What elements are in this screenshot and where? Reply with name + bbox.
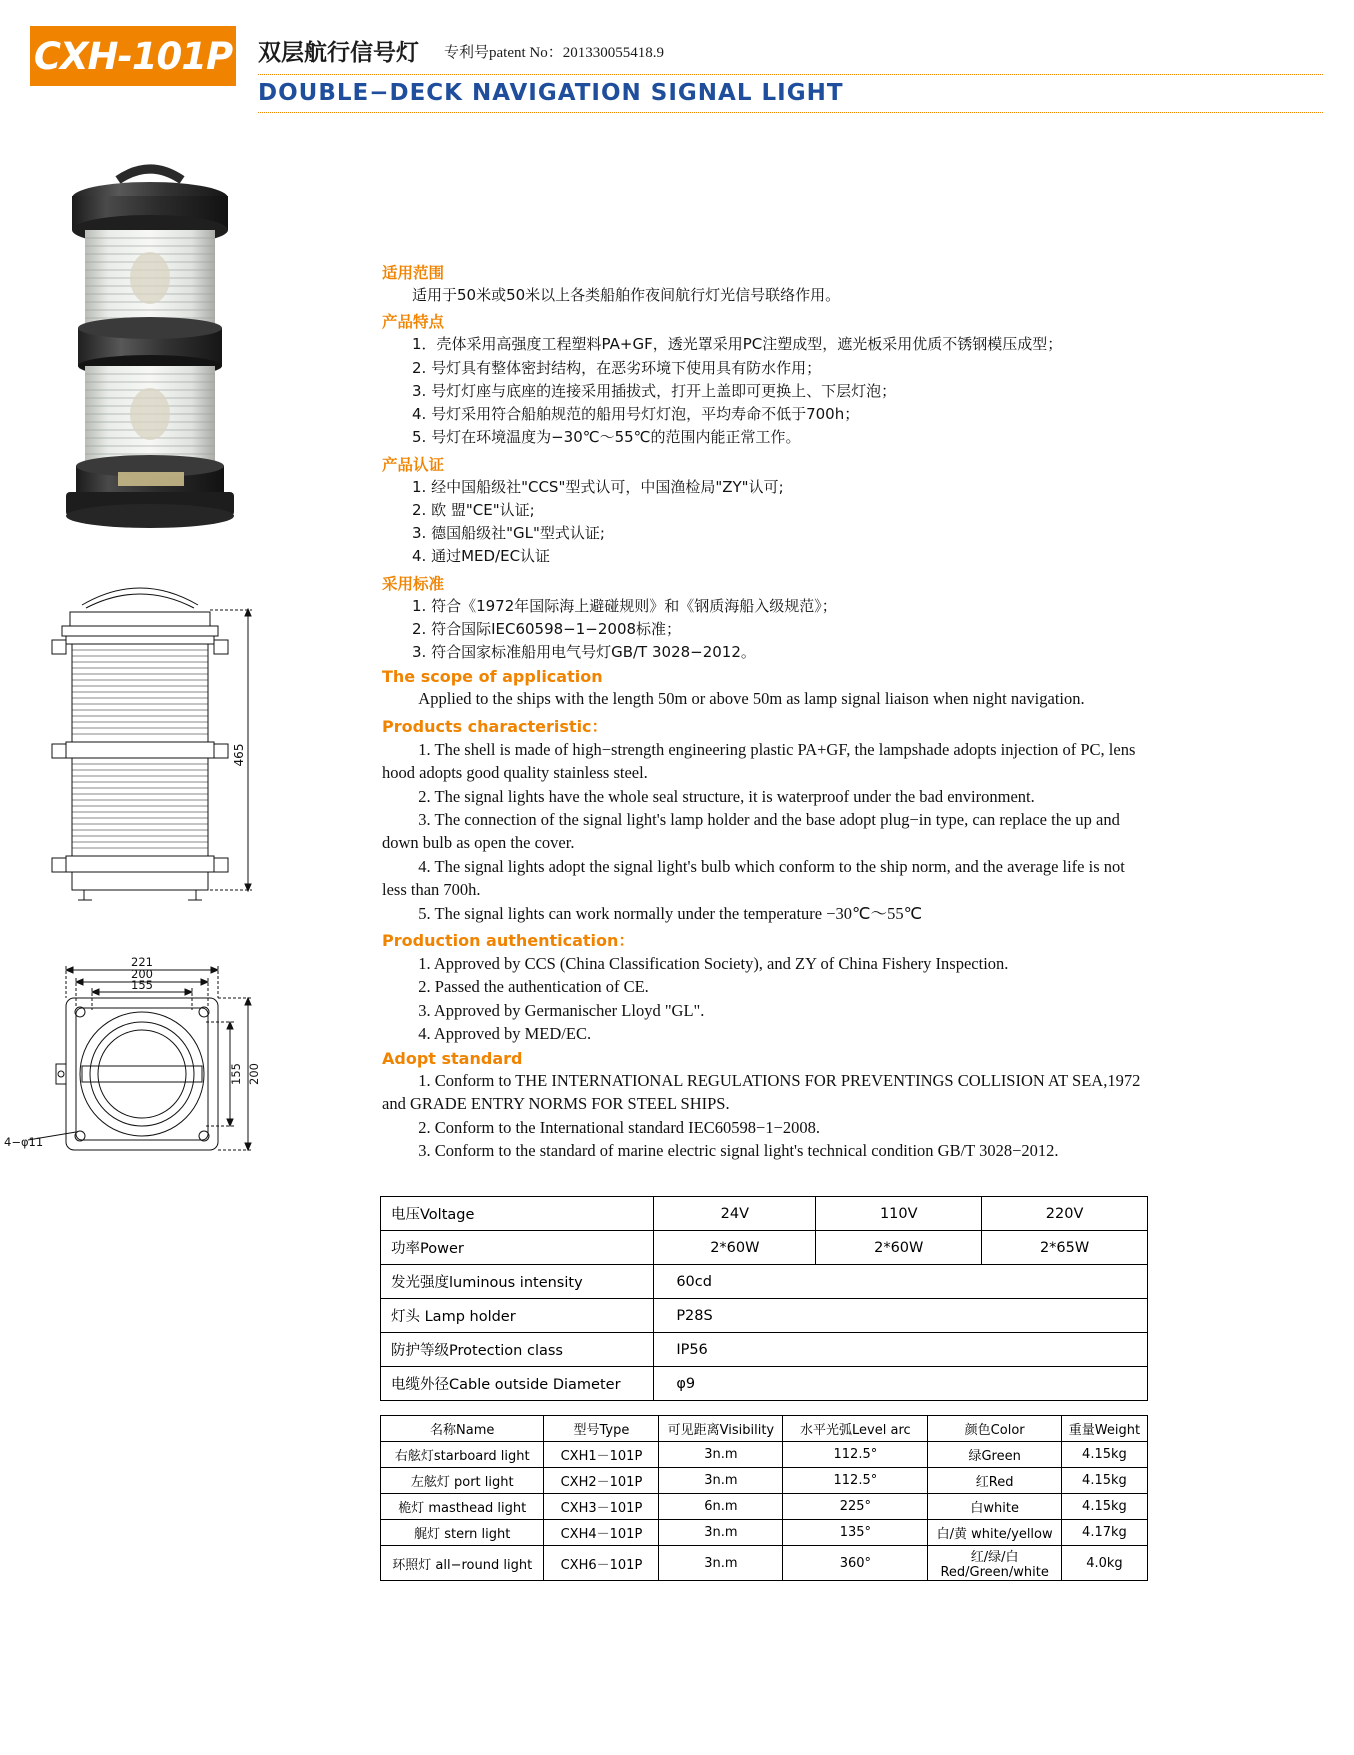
variant-level-arc: 135° <box>783 1520 928 1546</box>
variant-visibility: 3n.m <box>659 1546 783 1581</box>
table-row <box>381 1367 1148 1401</box>
section-title-scope-en: The scope of application <box>382 667 603 687</box>
model-badge <box>30 26 236 86</box>
variant-name: 环照灯 all−round light <box>381 1546 544 1581</box>
variant-color: 白/黄 white/yellow <box>928 1520 1061 1546</box>
variant-visibility: 3n.m <box>659 1520 783 1546</box>
section-title-features-en: Products characteristic： <box>382 716 608 736</box>
variant-level-arc: 225° <box>783 1494 928 1520</box>
standard-cn-3: 3. 符合国家标准船用电气号灯GB/T 3028−2012。 <box>412 643 756 661</box>
cert-cn-3: 3. 德国船级社"GL"型式认证; <box>412 524 605 542</box>
scope-en-body: Applied to the ships with the length 50m or above 50m as lamp signal liaison when night navigation. <box>418 689 1085 709</box>
variant-weight: 4.15kg <box>1061 1442 1147 1468</box>
variant-level-arc: 112.5° <box>783 1442 928 1468</box>
col-header-visibility: 可见距离Visibility <box>659 1416 783 1442</box>
standard-cn-1: 1. 符合《1972年国际海上避碰规则》和《钢质海船入级规范》； <box>412 596 837 615</box>
col-header-color: 颜色Color <box>928 1416 1061 1442</box>
variant-color: 红/绿/白 Red/Green/white <box>928 1546 1061 1581</box>
table-row <box>381 1299 1148 1333</box>
product-title-en: DOUBLE−DECK NAVIGATION SIGNAL LIGHT <box>258 80 844 106</box>
variant-color: 红Red <box>928 1468 1061 1494</box>
dim-155b-label: 155 <box>229 1063 243 1085</box>
feature-en-2: 2. The signal lights have the whole seal structure, it is waterproof under the bad environment. <box>418 786 1035 806</box>
variant-weight: 4.15kg <box>1061 1468 1147 1494</box>
variant-type: CXH3－101P <box>544 1494 659 1520</box>
table-row <box>381 1520 1148 1546</box>
spec-label-voltage: 电压Voltage <box>381 1197 654 1231</box>
table-row <box>381 1442 1148 1468</box>
spec-power-220v: 2*65W <box>982 1231 1148 1265</box>
variant-visibility: 6n.m <box>659 1494 783 1520</box>
variant-visibility: 3n.m <box>659 1442 783 1468</box>
variant-visibility: 3n.m <box>659 1468 783 1494</box>
spec-label-power: 功率Power <box>381 1231 654 1265</box>
col-header-weight: 重量Weight <box>1061 1416 1147 1442</box>
product-title-cn: 双层航行信号灯 <box>258 40 419 66</box>
spec-label-protection: 防护等级Protection class <box>381 1333 654 1367</box>
section-title-standard-en: Adopt standard <box>382 1048 523 1068</box>
table-header-row <box>381 1416 1148 1442</box>
spec-value-lamp-holder: P28S <box>654 1299 1148 1333</box>
table-row <box>381 1231 1148 1265</box>
cert-en-1: 1. Approved by CCS (China Classification Society), and ZY of China Fishery Inspection. <box>418 954 1009 974</box>
cert-en-3: 3. Approved by Germanischer Lloyd "GL". <box>418 1000 705 1020</box>
feature-en-5: 5. The signal lights can work normally under the temperature −30℃～55℃ <box>418 903 923 923</box>
patent-number: 专利号patent No：201330055418.9 <box>444 45 664 61</box>
header-divider-top <box>258 74 1323 75</box>
section-title-cert-cn: 产品认证 <box>382 455 445 474</box>
section-title-features-cn: 产品特点 <box>382 313 445 332</box>
col-header-level-arc: 水平光弧Level arc <box>783 1416 928 1442</box>
variant-type: CXH1－101P <box>544 1442 659 1468</box>
variant-weight: 4.15kg <box>1061 1494 1147 1520</box>
col-header-name: 名称Name <box>381 1416 544 1442</box>
cert-cn-2: 2. 欧 盟"CE"认证; <box>412 500 535 519</box>
table-row <box>381 1546 1148 1581</box>
spec-power-24v: 2*60W <box>654 1231 816 1265</box>
variant-name: 左舷灯 port light <box>381 1468 544 1494</box>
electrical-spec-table <box>380 1196 1148 1401</box>
spec-label-cable-diameter: 电缆外径Cable outside Diameter <box>381 1367 654 1401</box>
specification-text-column <box>382 258 1142 1162</box>
feature-en-3: 3. The connection of the signal light's lamp holder and the base adopt plug−in type, can replace the up and down bulb as open the cover. <box>382 809 1120 853</box>
spec-voltage-110v: 110V <box>816 1197 982 1231</box>
spec-label-intensity: 发光强度luminous intensity <box>381 1265 654 1299</box>
product-photo <box>0 120 380 550</box>
spec-label-lamp-holder: 灯头 Lamp holder <box>381 1299 654 1333</box>
cert-en-4: 4. Approved by MED/EC. <box>418 1024 592 1044</box>
standard-en-2: 2. Conform to the International standard IEC60598−1−2008. <box>418 1117 821 1137</box>
table-row <box>381 1197 1148 1231</box>
feature-cn-1: 1．壳体采用高强度工程塑料PA+GF，透光罩采用PC注塑成型，遮光板采用优质不锈钢模压成型； <box>412 335 1063 354</box>
cert-en-2: 2. Passed the authentication of CE. <box>418 977 649 997</box>
feature-cn-3: 3. 号灯灯座与底座的连接采用插拔式，打开上盖即可更换上、下层灯泡； <box>412 381 897 400</box>
side-elevation-drawing <box>0 550 380 940</box>
tables-section <box>380 1196 1148 1581</box>
spec-value-intensity: 60cd <box>654 1265 1148 1299</box>
dim-height-label: 465 <box>232 743 246 767</box>
page-header <box>0 0 1354 112</box>
section-title-scope-cn: 适用范围 <box>382 264 445 282</box>
feature-cn-2: 2. 号灯具有整体密封结构，在恶劣环境下使用具有防水作用； <box>412 358 822 377</box>
variant-name: 右舷灯starboard light <box>381 1442 544 1468</box>
table-row <box>381 1494 1148 1520</box>
spec-value-protection: IP56 <box>654 1333 1148 1367</box>
feature-en-1: 1. The shell is made of high−strength engineering plastic PA+GF, the lampshade adopts injection of PC, lens hood adopts good quality stainless steel. <box>382 739 1136 783</box>
scope-cn-body: 适用于50米或50米以上各类船舶作夜间航行灯光信号联络作用。 <box>412 286 841 304</box>
dim-200-label: 200 <box>131 967 153 981</box>
spec-voltage-24v: 24V <box>654 1197 816 1231</box>
standard-en-3: 3. Conform to the standard of marine electric signal light's technical condition GB/T 3028−2012. <box>418 1141 1059 1160</box>
cert-cn-4: 4. 通过MED/EC认证 <box>412 547 551 566</box>
variant-type: CXH6－101P <box>544 1546 659 1581</box>
variant-level-arc: 360° <box>783 1546 928 1581</box>
variant-weight: 4.0kg <box>1061 1546 1147 1581</box>
table-row <box>381 1468 1148 1494</box>
dim-holes-label: 4−φ11 <box>4 1135 44 1149</box>
dim-155-label: 155 <box>131 978 153 992</box>
spec-value-cable-diameter: φ9 <box>654 1367 1148 1401</box>
variant-level-arc: 112.5° <box>783 1468 928 1494</box>
spec-power-110v: 2*60W <box>816 1231 982 1265</box>
variant-weight: 4.17kg <box>1061 1520 1147 1546</box>
col-header-type: 型号Type <box>544 1416 659 1442</box>
left-illustration-column <box>0 120 380 1190</box>
model-variants-table <box>380 1415 1148 1581</box>
section-title-cert-en: Production authentication： <box>382 931 635 951</box>
section-title-standard-cn: 采用标准 <box>382 574 445 593</box>
feature-cn-4: 4. 号灯采用符合船舶规范的船用号灯灯泡，平均寿命不低于700h； <box>412 405 860 423</box>
spec-voltage-220v: 220V <box>982 1197 1148 1231</box>
table-row <box>381 1333 1148 1367</box>
variant-color: 白white <box>928 1494 1061 1520</box>
feature-en-4: 4. The signal lights adopt the signal light's bulb which conform to the ship norm, and the average life is not less than 700h. <box>382 856 1125 900</box>
cert-cn-1: 1. 经中国船级社"CCS"型式认可，中国渔检局"ZY"认可; <box>412 477 784 496</box>
header-divider-bottom <box>258 112 1323 113</box>
plan-view-drawing <box>0 940 380 1190</box>
variant-type: CXH2－101P <box>544 1468 659 1494</box>
feature-cn-5: 5. 号灯在环境温度为−30℃～55℃的范围内能正常工作。 <box>412 428 801 447</box>
standard-cn-2: 2. 符合国际IEC60598−1−2008标准； <box>412 619 682 638</box>
variant-name: 艉灯 stern light <box>381 1520 544 1546</box>
variant-name: 桅灯 masthead light <box>381 1494 544 1520</box>
table-row <box>381 1265 1148 1299</box>
model-number: CXH-101P <box>33 34 233 78</box>
standard-en-1: 1. Conform to THE INTERNATIONAL REGULATIONS FOR PREVENTINGS COLLISION AT SEA,1972 and GRADE ENTRY NORMS FOR STEEL SHIPS. <box>382 1070 1141 1114</box>
dim-221-label: 221 <box>131 955 153 969</box>
dim-200b-label: 200 <box>247 1063 261 1085</box>
variant-type: CXH4－101P <box>544 1520 659 1546</box>
variant-color: 绿Green <box>928 1442 1061 1468</box>
